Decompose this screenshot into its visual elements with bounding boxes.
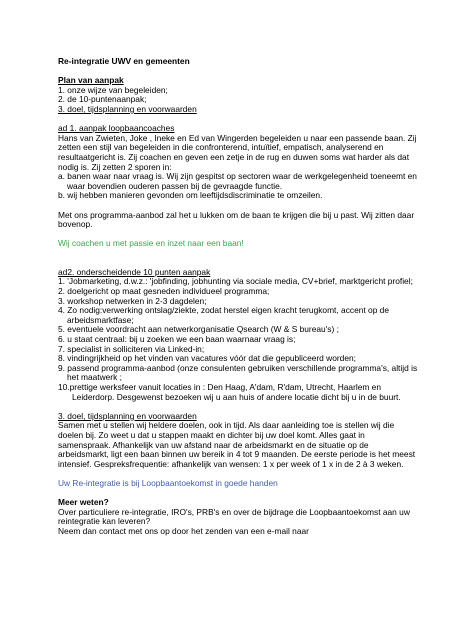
- section1-heading: ad 1. aanpak loopbaancoaches: [58, 123, 175, 134]
- slogan-good-hands: Uw Re-integratie is bij Loopbaantoekomst in goede handen: [58, 477, 278, 488]
- section3-body: Samen met u stellen wij heldere doelen, ook in tijd. Als daar aanleiding toe is stellen wij die doelen bij. Zo weet u dat u stappen maakt en dichter bij uw doel komt. Alles gaat in samenspraak. Afhankelijk van uw afstand naar de arbeidsmarkt en de situatie op de arbeidsmarkt, ligt een baan binnen uw bereik in 4 tot 9 maanden. De eerste periode is het meest intensief. Gespreksfrequentie: afhankelijk van wensen: 1 x per week of 1 x in de 2 à 3 weken.: [58, 420, 416, 469]
- section1-body: Hans van Zwieten, Joke , Ineke en Ed van Wingerden begeleiden u naar een passende baan. Zij zetten een stijl van begeleiden in die confronterend, intuïtief, empatisch, analyserend en resultaatgericht is. Zij coachen en geven een zetje in de rug en duwen soms wat harder als dat nodig is. Zij zetten 2 sporen in:: [58, 132, 417, 172]
- section1-closing: Met ons programma-aanbod zal het u lukken om de baan te krijgen die bij u past. Wij zitten daar bovenop.: [58, 209, 415, 230]
- section2-item: 4. Zo nodig:verwerking ontslag/ziekte, zodat herstel eigen kracht terugkomt, accent op de arbeidsmarktfase;: [58, 305, 389, 325]
- section2-item: 1. 'Jobmarketing, d.w.z.: 'jobfinding, jobhunting via sociale media, CV+brief, marktgericht profiel;: [58, 276, 413, 287]
- section2-item: 6. u staat centraal: bij u zoeken we een baan waarnaar vraag is;: [58, 334, 296, 345]
- plan-item: 1. onze wijze van begeleiden;: [58, 84, 168, 95]
- document-body: [58, 57, 418, 537]
- section3-heading: 3. doel, tijdsplanning en voorwaarden: [58, 410, 197, 421]
- section2-item: 9. passend programma-aanbod (onze consulenten gebruiken verschillende programma's, altijd is het maatwerk ;: [58, 362, 418, 383]
- more-info-heading: Meer weten?: [58, 497, 109, 508]
- section2-item: 8. vindingrijkheid op het vinden van vacatures vóór dat die gepubliceerd worden;: [58, 353, 356, 364]
- plan-item: 3. doel, tijdsplanning en voorwaarden: [58, 103, 197, 114]
- section2-heading: ad2. onderscheidende 10 punten aanpak: [58, 266, 211, 277]
- plan-heading: Plan van aanpak: [58, 75, 124, 86]
- more-info-body: Over particuliere re-integratie, IRO's, PRB's en over de bijdrage die Loopbaantoekomst aan uw reintegratie kan leveren?: [58, 506, 410, 527]
- section2-item: 10.prettige werksfeer vanuit locaties in : Den Haag, A'dam, R'dam, Utrecht, Haarlem en Leiderdorp. Desgewenst bezoeken wij u aan huis of andere locatie dicht bij u in de buurt.: [58, 382, 401, 402]
- plan-item: 2. de 10-puntenaanpak;: [58, 94, 147, 105]
- slogan-passion: Wij coachen u met passie en inzet naar een baan!: [58, 238, 244, 249]
- section2-item: 2. doelgericht op maat gesneden individueel programma;: [58, 286, 270, 297]
- document-title: Re-integratie UWV en gemeenten: [58, 56, 190, 66]
- section2-item: 7. specialist in solliciteren via Linked-in;: [58, 343, 205, 354]
- section2-item: 5. eventuele voordracht aan netwerkorganisatie Qsearch (W & S bureau's) ;: [58, 324, 339, 335]
- section1-point-a: a. banen waar naar vraag is. Wij zijn gespitst op sectoren waar de werkgelegenheid toeneemt en waar bovendien ouderen passen bij de gevraagde functie.: [58, 171, 417, 191]
- section2-item: 3. workshop netwerken in 2-3 dagdelen;: [58, 295, 207, 306]
- contact-line: Neem dan contact met ons op door het zenden van een e-mail naar: [58, 525, 309, 536]
- section1-point-b: b. wij hebben manieren gevonden om leeftijdsdiscriminatie te omzeilen.: [58, 190, 323, 201]
